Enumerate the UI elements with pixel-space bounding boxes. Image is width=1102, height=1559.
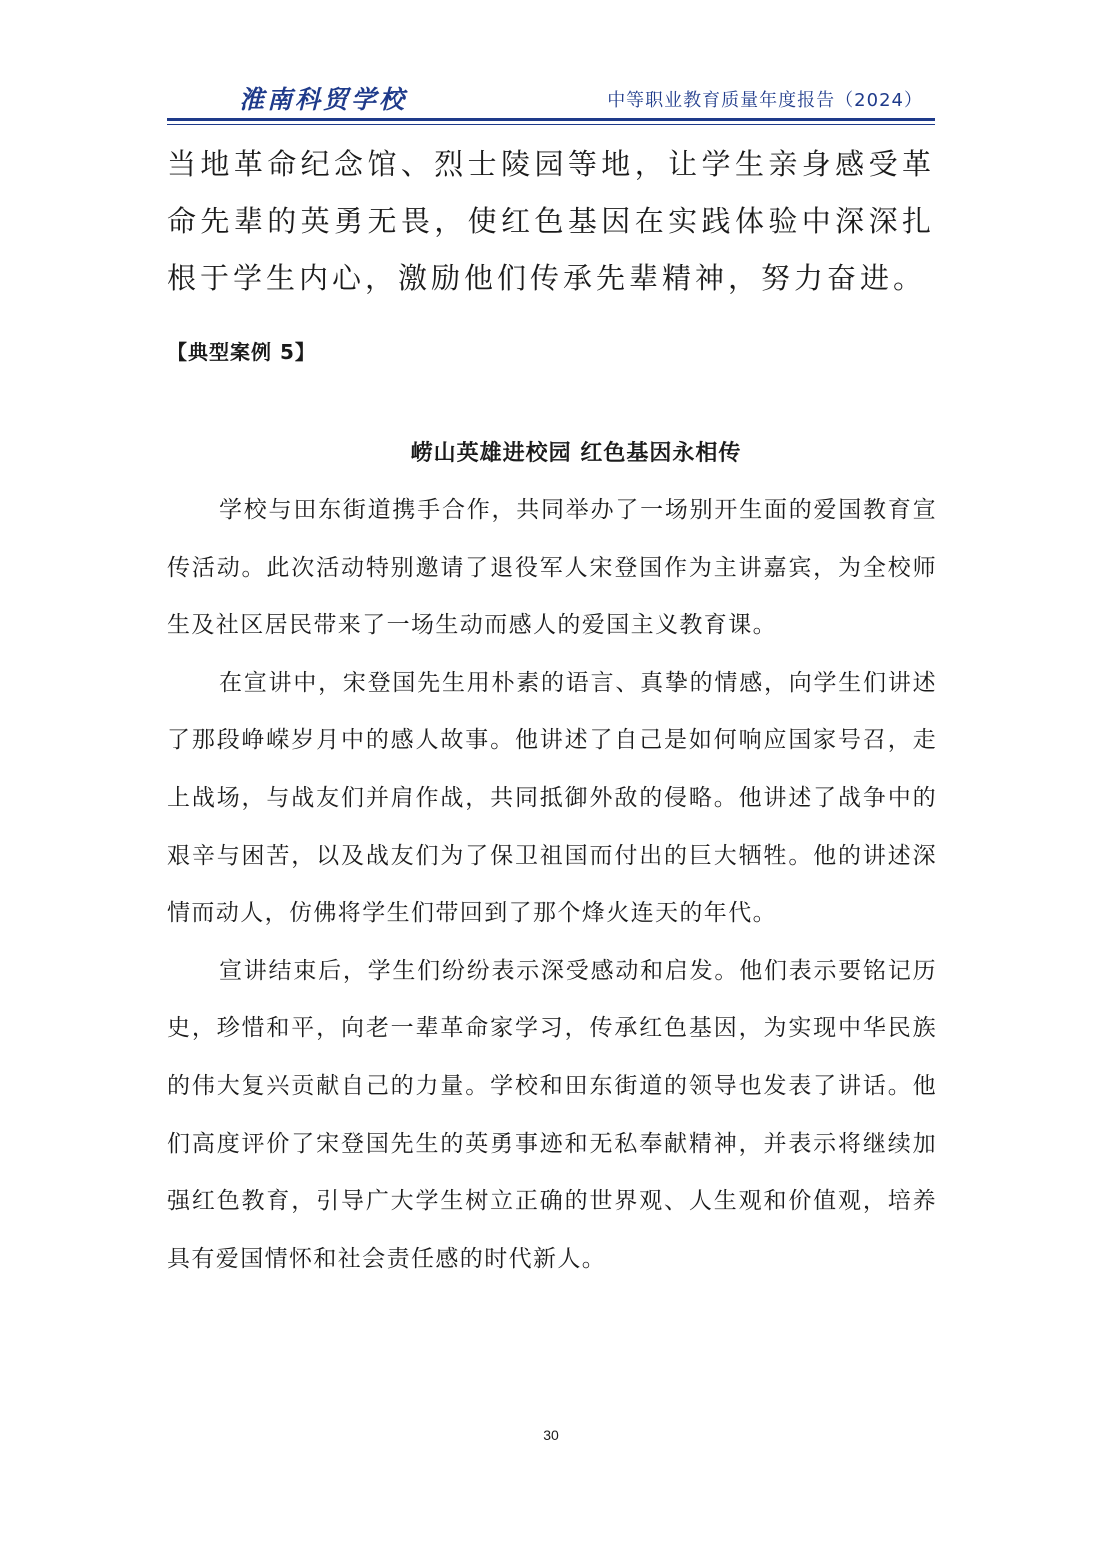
header-divider bbox=[167, 118, 935, 121]
case-paragraph-3: 宣讲结束后，学生们纷纷表示深受感动和启发。他们表示要铭记历史，珍惜和平，向老一辈革命家学习，传承红色基因，为实现中华民族的伟大复兴贡献自己的力量。学校和田东街道的领导也发表了讲话。他们高度评价了宋登国先生的英勇事迹和无私奉献精神，并表示将继续加强红色教育，引导广大学生树立正确的世界观、人生观和价值观，培养具有爱国情怀和社会责任感的时代新人。 bbox=[167, 957, 937, 1272]
page-number: 30 bbox=[543, 1427, 559, 1443]
header-divider-thin bbox=[167, 124, 935, 125]
case-body bbox=[167, 482, 937, 1288]
report-title: 中等职业教育质量年度报告（2024） bbox=[607, 90, 923, 111]
case-paragraph-2: 在宣讲中，宋登国先生用朴素的语言、真挚的情感，向学生们讲述了那段峥嵘岁月中的感人故事。他讲述了自己是如何响应国家号召，走上战场，与战友们并肩作战，共同抵御外敌的侵略。他讲述了战争中的艰辛与困苦，以及战友们为了保卫祖国而付出的巨大牺牲。他的讲述深情而动人，仿佛将学生们带回到了那个烽火连天的年代。 bbox=[167, 669, 937, 927]
school-name: 淮南科贸学校 bbox=[239, 85, 408, 114]
page-header bbox=[167, 78, 935, 118]
continued-paragraph: 当地革命纪念馆、烈士陵园等地，让学生亲身感受革命先辈的英勇无畏，使红色基因在实践体验中深深扎根于学生内心，激励他们传承先辈精神，努力奋进。 bbox=[167, 147, 935, 295]
case-label: 【典型案例 5】 bbox=[167, 340, 316, 364]
case-title: 崂山英雄进校园 红色基因永相传 bbox=[410, 441, 742, 466]
case-paragraph-1: 学校与田东街道携手合作，共同举办了一场别开生面的爱国教育宣传活动。此次活动特别邀请了退役军人宋登国作为主讲嘉宾，为全校师生及社区居民带来了一场生动而感人的爱国主义教育课。 bbox=[167, 497, 937, 639]
